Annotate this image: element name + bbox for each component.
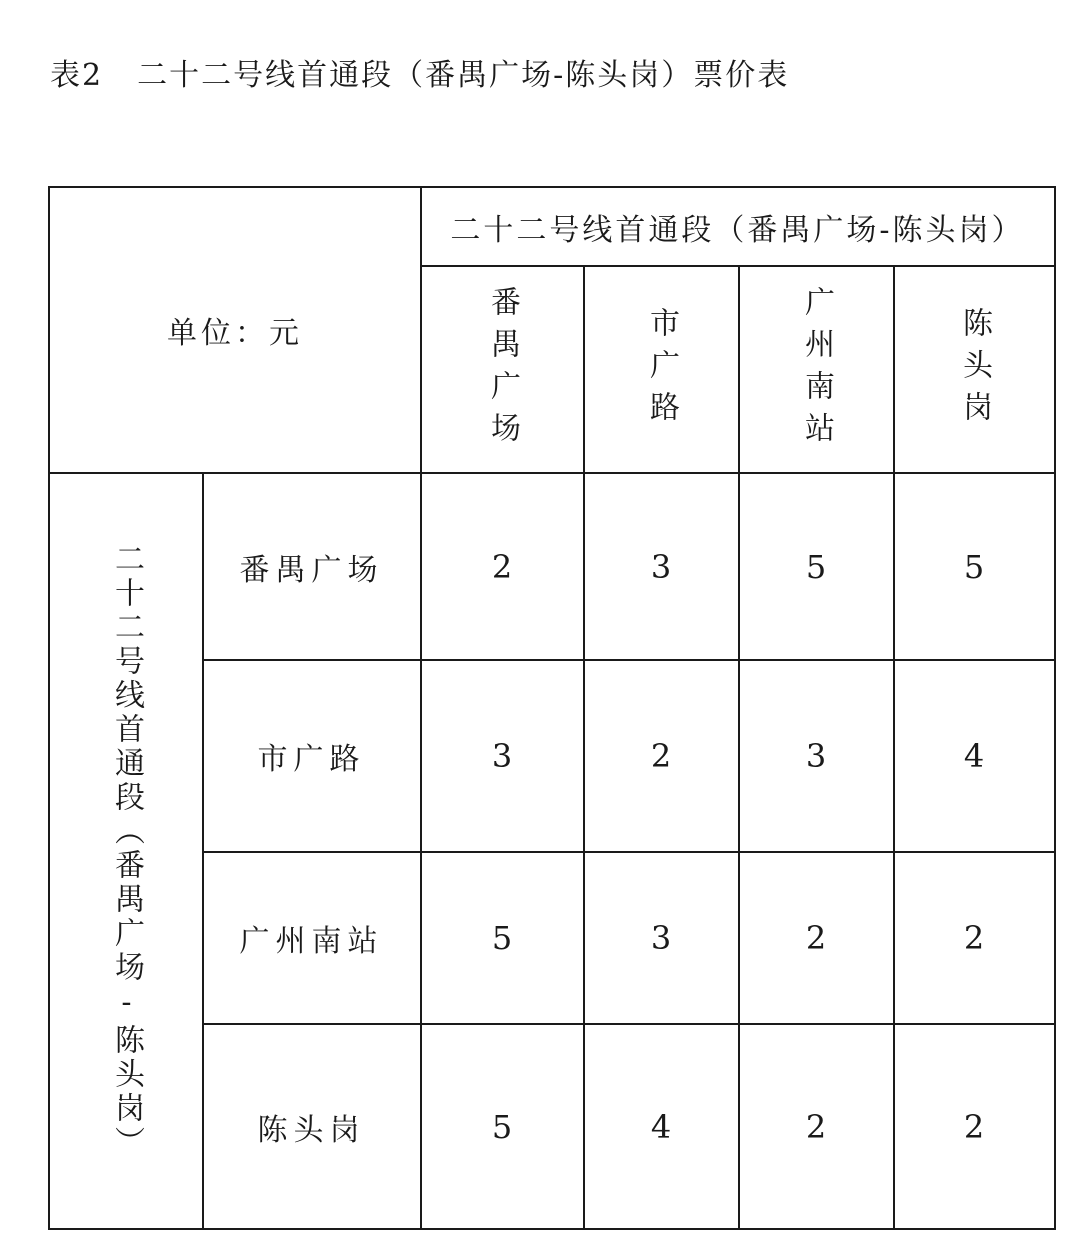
fare-cell: 2 [963, 919, 985, 957]
fare-cell: 5 [491, 1107, 513, 1146]
fare-cell: 5 [491, 919, 513, 957]
fare-cell: 5 [963, 547, 985, 586]
fare-cell: 5 [805, 547, 827, 586]
fare-cell: 3 [650, 547, 672, 586]
table-number: 表2 [50, 58, 104, 93]
section-header: 二十二号线首通段（番禺广场-陈头岗） [450, 212, 1025, 248]
column-header-cell [739, 267, 893, 472]
column-header-cell [894, 267, 1054, 472]
table-title: 二十二号线首通段（番禺广场-陈头岗）票价表 [137, 58, 790, 93]
row-group-label: 二十二号线首通段（番禺广场-陈头岗） [109, 542, 144, 1160]
column-header-cell [584, 267, 738, 472]
table-border-right [1054, 186, 1056, 1230]
unit-label: 单位：元 [167, 316, 303, 351]
fare-cell: 4 [963, 737, 985, 775]
fare-cell: 2 [963, 1107, 985, 1146]
fare-cell: 2 [491, 547, 513, 586]
fare-cell: 2 [805, 919, 827, 957]
column-header-guangzhou-south: 广州南站 [799, 285, 834, 454]
fare-cell: 3 [491, 737, 513, 775]
column-header-panyu-square: 番禺广场 [485, 285, 520, 454]
column-header-cell [421, 267, 583, 472]
fare-cell: 3 [805, 737, 827, 775]
row-header-panyu-square: 番禺广场 [239, 552, 384, 588]
fare-cell: 2 [805, 1107, 827, 1146]
fare-cell: 2 [650, 737, 672, 775]
column-header-chentougang: 陈头岗 [957, 306, 992, 433]
row-header-chentougang: 陈头岗 [257, 1112, 366, 1148]
row-header-shiguang-road: 市广路 [257, 742, 366, 777]
row-header-guangzhou-south: 广州南站 [239, 924, 384, 959]
column-header-shiguang-road: 市广路 [644, 306, 679, 433]
fare-cell: 3 [650, 919, 672, 957]
table-border-bottom [48, 1228, 1056, 1230]
fare-cell: 4 [650, 1107, 672, 1146]
row-group-cell [50, 474, 202, 1228]
